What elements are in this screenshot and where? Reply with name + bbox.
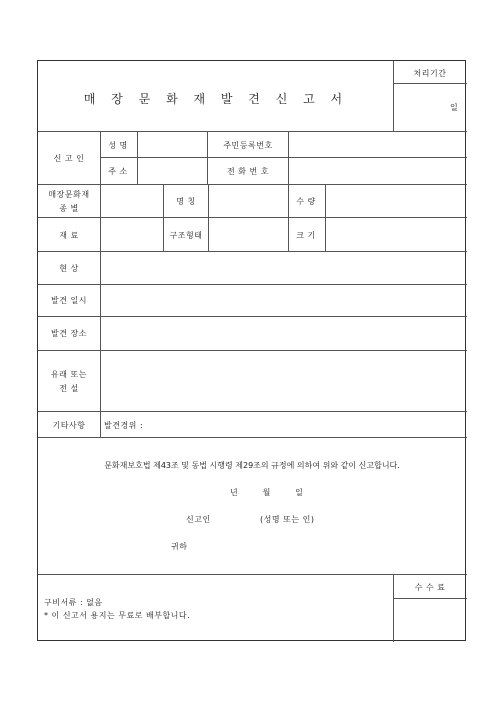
name-label: 성 명	[108, 141, 128, 150]
rule	[38, 316, 467, 317]
declaration-statement: 문화재보호법 제43조 및 동법 시행령 제29조의 규정에 의하여 위와 같이 신고합니다.	[104, 461, 400, 470]
id-number-label: 주민등록번호	[223, 141, 273, 150]
required-docs: 구비서류 : 없음	[44, 598, 103, 607]
rule	[208, 184, 209, 251]
free-note: * 이 신고서 용지는 무료로 배부합니다.	[44, 611, 191, 620]
rule	[288, 184, 289, 251]
rule	[100, 131, 101, 437]
found-place-label: 발견 장소	[51, 329, 87, 338]
phone-label: 전 화 번 호	[226, 167, 270, 176]
rule	[325, 184, 326, 251]
legend-label: 전 설	[59, 384, 79, 393]
rule	[38, 284, 467, 285]
rule	[393, 598, 467, 599]
report-form	[37, 60, 466, 641]
relic-type-label: 매장문화재	[48, 190, 90, 199]
rule	[38, 437, 467, 438]
found-date-label: 발견 일시	[51, 296, 87, 305]
discovery-circumstances: 발견경위 :	[104, 421, 144, 430]
form-title: 매 장 문 화 재 발 견 신 고 서	[83, 92, 349, 106]
processing-period-label: 처리기간	[413, 69, 447, 78]
recipient-label: 귀하	[171, 542, 188, 551]
legend-label: 유래 또는	[51, 370, 87, 379]
relic-type-label: 종 별	[59, 204, 79, 213]
quantity-label: 수 량	[296, 197, 316, 206]
rule	[393, 83, 467, 84]
structure-label: 구조형태	[169, 231, 203, 240]
rule	[100, 157, 467, 158]
etc-label: 기타사항	[52, 421, 86, 430]
rule	[38, 411, 467, 412]
rule	[38, 251, 467, 252]
material-label: 재 료	[59, 231, 79, 240]
processing-period-unit: 일	[450, 103, 459, 112]
fee-label: 수 수 료	[414, 583, 446, 592]
rule	[38, 217, 467, 218]
condition-label: 현 상	[59, 264, 79, 273]
reporter-label: 신 고 인	[53, 154, 85, 163]
declaration-date: 년 월 일	[230, 488, 304, 497]
rule	[393, 61, 394, 131]
relic-name-label: 명 칭	[176, 197, 196, 206]
rule	[38, 131, 467, 132]
signer-label: 신고인	[186, 515, 211, 524]
sign-note: (성명 또는 인)	[260, 515, 315, 524]
rule	[38, 184, 467, 185]
rule	[163, 184, 164, 251]
size-label: 크 기	[296, 231, 316, 240]
rule	[137, 131, 138, 184]
rule	[38, 350, 467, 351]
rule	[207, 131, 208, 184]
rule	[38, 574, 467, 575]
address-label: 주 소	[108, 167, 128, 176]
rule	[393, 574, 394, 642]
rule	[288, 131, 289, 184]
